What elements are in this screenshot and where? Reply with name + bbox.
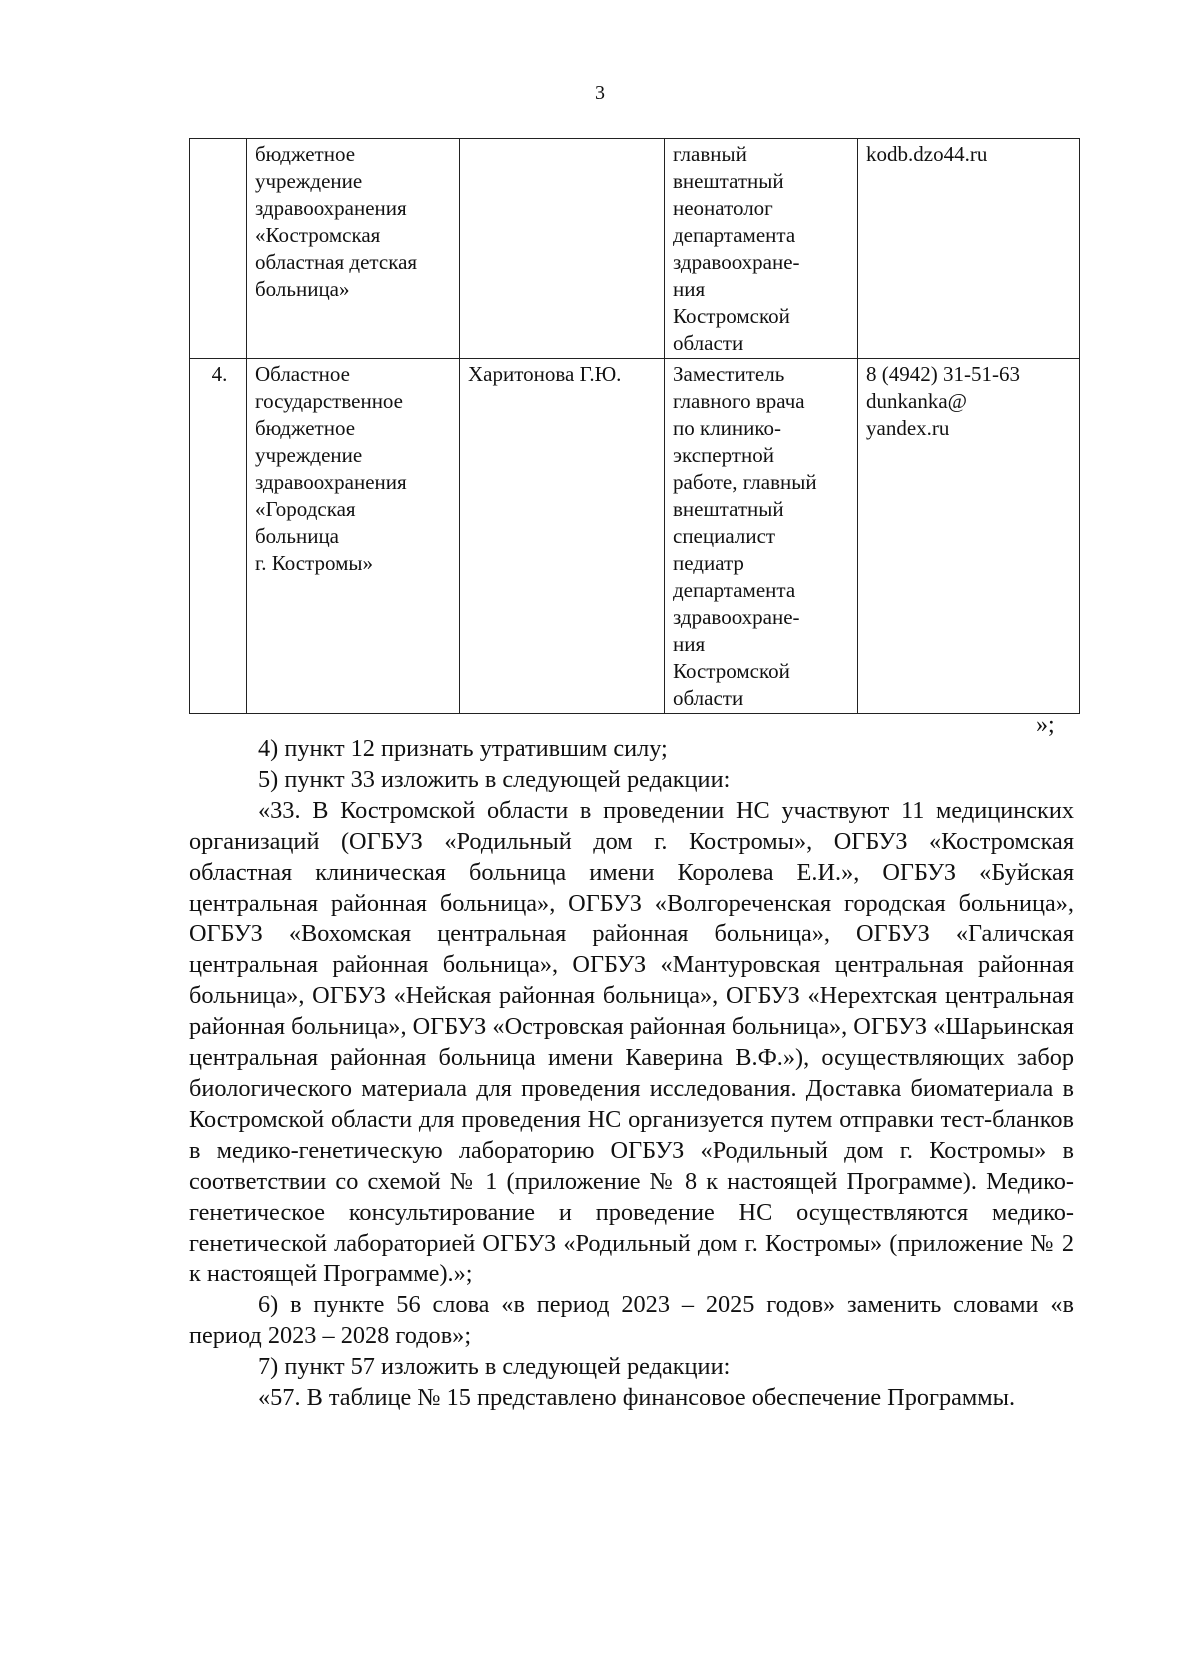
paragraph-point-33: «33. В Костромской области в проведении НС участвуют 11 медицинских организаций (ОГБУЗ «Родильный дом г. Костромы», ОГБУЗ «Костромская областная клиническая больница имени Королева Е.И.», ОГБУЗ «Буйская центральная районная больница», ОГБУЗ «Волгореченская городская больница», ОГБУЗ «Вохомская центральная районная больница», ОГБУЗ «Галичская центральная районная больница», ОГБУЗ «Мантуровская центральная районная больница», ОГБУЗ «Нейская районная больница», ОГБУЗ «Нерехтская центральная районная больница», ОГБУЗ «Островская районная больница», ОГБУЗ «Шарьинская центральная районная больница имени Каверина В.Ф.»), осуществляющих забор биологического материала для проведения исследования. Доставка биоматериала в Костромской области для проведения НС организуется путем отправки тест-бланков в медико-генетическую лабораторию ОГБУЗ «Родильный дом г. Костромы» в соответствии со схемой № 1 (приложение № 8 к настоящей Программе). Медико-генетическое консультирование и проведение НС осуществляются медико-генетической лабораторией ОГБУЗ «Родильный дом г. Костромы» (приложение № 2 к настоящей Программе).»; <box>189 796 1074 1288</box>
row-number-cell: 4. <box>190 359 247 714</box>
contacts-table <box>189 138 1080 714</box>
position-cell: Заместитель главного врача по клинико- экспертной работе, главный внештатный специалист педиатр департамента здравоохране- ния Костромской области <box>665 359 858 714</box>
paragraph-item-4: 4) пункт 12 признать утратившим силу; <box>258 735 668 762</box>
paragraph-point-57: «57. В таблице № 15 представлено финансовое обеспечение Программы. <box>258 1384 1016 1412</box>
position-cell: главный внештатный неонатолог департамента здравоохране- ния Костромской области <box>665 139 858 359</box>
person-name-cell <box>460 139 665 359</box>
contacts-cell: 8 (4942) 31-51-63 dunkanka@ yandex.ru <box>858 359 1080 714</box>
table-closing-quote: »; <box>1036 712 1055 738</box>
organization-cell: бюджетное учреждение здравоохранения «Костромская областная детская больница» <box>247 139 460 359</box>
paragraph-item-7: 7) пункт 57 изложить в следующей редакции: <box>258 1353 731 1381</box>
table-row <box>190 139 1080 359</box>
row-number-cell <box>190 139 247 359</box>
table-row <box>190 359 1080 714</box>
person-name-cell: Харитонова Г.Ю. <box>460 359 665 714</box>
page-number: 3 <box>595 82 605 104</box>
paragraph-item-6: 6) в пункте 56 слова «в период 2023 – 2025 годов» заменить словами «в период 2023 – 2028 годов»; <box>189 1291 1074 1350</box>
document-body <box>189 734 1074 1414</box>
paragraph-item-5: 5) пункт 33 изложить в следующей редакции: <box>258 765 731 793</box>
organization-cell: Областное государственное бюджетное учреждение здравоохранения «Городская больница г. Костромы» <box>247 359 460 714</box>
contacts-cell: kodb.dzo44.ru <box>858 139 1080 359</box>
